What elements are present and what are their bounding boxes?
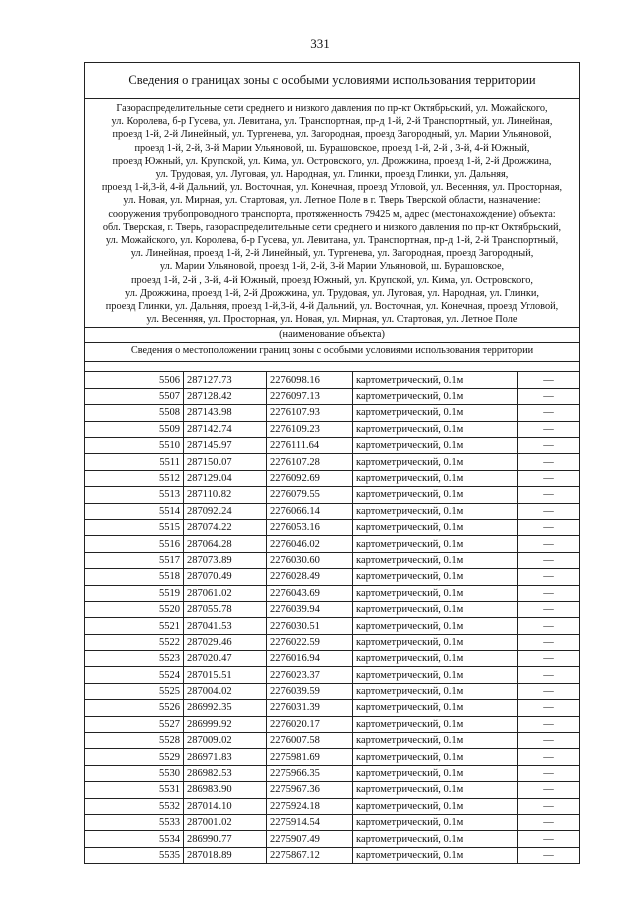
table-row bbox=[85, 618, 579, 634]
table-row bbox=[85, 388, 579, 404]
zone-title: Сведения о границах зоны с особыми условиями использования территории bbox=[85, 63, 579, 99]
description-line: проезд Южный, ул. Крупской, ул. Кима, ул. Островского, ул. Дрожжина, проезд 1-й, 2-й Дрожжина, bbox=[112, 155, 552, 167]
point-number: 5535 bbox=[85, 847, 184, 863]
coordinate-x: 287070.49 bbox=[184, 569, 267, 585]
point-number: 5519 bbox=[85, 585, 184, 601]
measurement-method: картометрический, 0.1м bbox=[353, 667, 518, 683]
note-dash: — bbox=[518, 667, 580, 683]
note-dash: — bbox=[518, 569, 580, 585]
note-dash: — bbox=[518, 815, 580, 831]
coordinate-x: 287145.97 bbox=[184, 438, 267, 454]
description-line: ул. Можайского, ул. Королева, б-р Гусева, ул. Левитана, ул. Транспортная, пр-д 1-й, 2-й Транспортный, bbox=[105, 235, 559, 247]
point-number: 5517 bbox=[85, 552, 184, 568]
coordinate-y: 2276053.16 bbox=[267, 519, 353, 535]
point-number: 5512 bbox=[85, 470, 184, 486]
coordinate-x: 287041.53 bbox=[184, 618, 267, 634]
measurement-method: картометрический, 0.1м bbox=[353, 847, 518, 863]
measurement-method: картометрический, 0.1м bbox=[353, 552, 518, 568]
measurement-method: картометрический, 0.1м bbox=[353, 438, 518, 454]
table-row bbox=[85, 749, 579, 765]
measurement-method: картометрический, 0.1м bbox=[353, 618, 518, 634]
measurement-method: картометрический, 0.1м bbox=[353, 421, 518, 437]
table-row bbox=[85, 372, 579, 388]
coordinate-x: 287143.98 bbox=[184, 405, 267, 421]
measurement-method: картометрический, 0.1м bbox=[353, 536, 518, 552]
table-row bbox=[85, 782, 579, 798]
coordinate-x: 286971.83 bbox=[184, 749, 267, 765]
coordinate-y: 2276092.69 bbox=[267, 470, 353, 486]
coordinate-x: 287020.47 bbox=[184, 651, 267, 667]
table-row bbox=[85, 569, 579, 585]
note-dash: — bbox=[518, 716, 580, 732]
note-dash: — bbox=[518, 405, 580, 421]
coordinate-y: 2276007.58 bbox=[267, 733, 353, 749]
table-row bbox=[85, 847, 579, 863]
note-dash: — bbox=[518, 487, 580, 503]
coordinate-x: 287029.46 bbox=[184, 634, 267, 650]
note-dash: — bbox=[518, 733, 580, 749]
point-number: 5518 bbox=[85, 569, 184, 585]
measurement-method: картометрический, 0.1м bbox=[353, 700, 518, 716]
note-dash: — bbox=[518, 831, 580, 847]
note-dash: — bbox=[518, 388, 580, 404]
table-row bbox=[85, 798, 579, 814]
note-dash: — bbox=[518, 683, 580, 699]
coordinate-x: 286990.77 bbox=[184, 831, 267, 847]
table-row bbox=[85, 503, 579, 519]
table-row bbox=[85, 454, 579, 470]
coordinate-y: 2275967.36 bbox=[267, 782, 353, 798]
note-dash: — bbox=[518, 700, 580, 716]
description-line: проезд 1-й, 2-й, 3-й Марии Ульяновой, ш. Бурашовское, проезд 1-й, 2-й , 3-й, 4-й Южный, bbox=[134, 142, 530, 154]
coordinate-y: 2276079.55 bbox=[267, 487, 353, 503]
point-number: 5515 bbox=[85, 519, 184, 535]
object-description bbox=[85, 99, 579, 328]
coordinate-x: 287128.42 bbox=[184, 388, 267, 404]
measurement-method: картометрический, 0.1м bbox=[353, 487, 518, 503]
point-number: 5523 bbox=[85, 651, 184, 667]
point-number: 5516 bbox=[85, 536, 184, 552]
table-row bbox=[85, 519, 579, 535]
measurement-method: картометрический, 0.1м bbox=[353, 815, 518, 831]
measurement-method: картометрический, 0.1м bbox=[353, 470, 518, 486]
coordinate-x: 287142.74 bbox=[184, 421, 267, 437]
measurement-method: картометрический, 0.1м bbox=[353, 519, 518, 535]
coordinate-x: 286992.35 bbox=[184, 700, 267, 716]
table-row bbox=[85, 765, 579, 781]
note-dash: — bbox=[518, 601, 580, 617]
coordinate-y: 2276030.51 bbox=[267, 618, 353, 634]
point-number: 5526 bbox=[85, 700, 184, 716]
coordinate-y: 2276022.59 bbox=[267, 634, 353, 650]
coordinate-y: 2276107.93 bbox=[267, 405, 353, 421]
description-line: проезд 1-й,3-й, 4-й Дальний, ул. Восточная, ул. Конечная, проезд Угловой, ул. Весенняя, ул. Просторная, bbox=[101, 182, 563, 194]
description-line: ул. Дрожжина, проезд 1-й, 2-й Дрожжина, ул. Трудовая, ул. Луговая, ул. Народная, ул. Глинки, bbox=[125, 287, 539, 299]
measurement-method: картометрический, 0.1м bbox=[353, 388, 518, 404]
point-number: 5522 bbox=[85, 634, 184, 650]
point-number: 5534 bbox=[85, 831, 184, 847]
point-number: 5533 bbox=[85, 815, 184, 831]
coordinate-x: 287004.02 bbox=[184, 683, 267, 699]
description-line: проезд 1-й, 2-й , 3-й, 4-й Южный, проезд Южный, ул. Крупской, ул. Кима, ул. Островского, bbox=[131, 274, 533, 286]
description-line: обл. Тверская, г. Тверь, газораспределительные сети среднего и низкого давления по пр-кт Октябрьский, bbox=[102, 221, 562, 233]
point-number: 5529 bbox=[85, 749, 184, 765]
table-row bbox=[85, 470, 579, 486]
point-number: 5506 bbox=[85, 372, 184, 388]
point-number: 5509 bbox=[85, 421, 184, 437]
coordinate-x: 287055.78 bbox=[184, 601, 267, 617]
point-number: 5527 bbox=[85, 716, 184, 732]
coordinate-y: 2275867.12 bbox=[267, 847, 353, 863]
note-dash: — bbox=[518, 372, 580, 388]
note-dash: — bbox=[518, 798, 580, 814]
measurement-method: картометрический, 0.1м bbox=[353, 733, 518, 749]
coordinate-y: 2276111.64 bbox=[267, 438, 353, 454]
coordinate-x: 287014.10 bbox=[184, 798, 267, 814]
table-row bbox=[85, 683, 579, 699]
coordinate-y: 2276020.17 bbox=[267, 716, 353, 732]
coordinate-y: 2275981.69 bbox=[267, 749, 353, 765]
note-dash: — bbox=[518, 651, 580, 667]
table-row bbox=[85, 815, 579, 831]
measurement-method: картометрический, 0.1м bbox=[353, 749, 518, 765]
point-number: 5524 bbox=[85, 667, 184, 683]
table-row bbox=[85, 651, 579, 667]
point-number: 5510 bbox=[85, 438, 184, 454]
description-line: сооружения трубопроводного транспорта, протяженность 79425 м, адрес (местонахождение) объекта: bbox=[108, 208, 556, 220]
table-row bbox=[85, 421, 579, 437]
coordinate-y: 2276098.16 bbox=[267, 372, 353, 388]
document-frame bbox=[84, 62, 580, 864]
coordinate-y: 2276030.60 bbox=[267, 552, 353, 568]
coordinate-y: 2276023.37 bbox=[267, 667, 353, 683]
point-number: 5511 bbox=[85, 454, 184, 470]
coordinate-y: 2276107.28 bbox=[267, 454, 353, 470]
description-line: ул. Королева, б-р Гусева, ул. Левитана, ул. Транспортная, пр-д 1-й, 2-й Транспортный, ул. Линейная, bbox=[111, 116, 553, 128]
measurement-method: картометрический, 0.1м bbox=[353, 798, 518, 814]
table-row bbox=[85, 405, 579, 421]
measurement-method: картометрический, 0.1м bbox=[353, 569, 518, 585]
note-dash: — bbox=[518, 421, 580, 437]
note-dash: — bbox=[518, 765, 580, 781]
point-number: 5507 bbox=[85, 388, 184, 404]
note-dash: — bbox=[518, 782, 580, 798]
table-row bbox=[85, 716, 579, 732]
point-number: 5514 bbox=[85, 503, 184, 519]
description-line: ул. Новая, ул. Мирная, ул. Стартовая, ул. Летное Поле в г. Тверь Тверской области, назначение: bbox=[123, 195, 541, 207]
description-line: Газораспределительные сети среднего и низкого давления по пр-кт Октябрьский, ул. Можайского, bbox=[116, 103, 548, 114]
note-dash: — bbox=[518, 634, 580, 650]
description-line: ул. Линейная, проезд 1-й, 2-й Линейный, ул. Тургенева, ул. Загородная, проезд Загородный, bbox=[130, 248, 534, 260]
coordinate-y: 2275907.49 bbox=[267, 831, 353, 847]
table-row bbox=[85, 487, 579, 503]
coordinate-y: 2275914.54 bbox=[267, 815, 353, 831]
page-number: 331 bbox=[310, 36, 330, 51]
note-dash: — bbox=[518, 749, 580, 765]
coordinate-y: 2276016.94 bbox=[267, 651, 353, 667]
table-header-spacer bbox=[85, 362, 579, 372]
coordinate-x: 287064.28 bbox=[184, 536, 267, 552]
table-row bbox=[85, 438, 579, 454]
coordinate-y: 2276043.69 bbox=[267, 585, 353, 601]
table-row bbox=[85, 667, 579, 683]
measurement-method: картометрический, 0.1м bbox=[353, 683, 518, 699]
table-row bbox=[85, 700, 579, 716]
coordinates-table bbox=[85, 372, 579, 863]
table-row bbox=[85, 536, 579, 552]
measurement-method: картометрический, 0.1м bbox=[353, 601, 518, 617]
object-name-caption: (наименование объекта) bbox=[85, 328, 579, 343]
note-dash: — bbox=[518, 454, 580, 470]
measurement-method: картометрический, 0.1м bbox=[353, 585, 518, 601]
coordinate-y: 2276028.49 bbox=[267, 569, 353, 585]
description-line: проезд 1-й, 2-й Линейный, ул. Тургенева, ул. Загородная, проезд Загородный, ул. Марии Ульяновой, bbox=[112, 129, 552, 141]
coordinate-y: 2275924.18 bbox=[267, 798, 353, 814]
table-row bbox=[85, 634, 579, 650]
point-number: 5513 bbox=[85, 487, 184, 503]
note-dash: — bbox=[518, 470, 580, 486]
measurement-method: картометрический, 0.1м bbox=[353, 782, 518, 798]
point-number: 5520 bbox=[85, 601, 184, 617]
coordinate-x: 287073.89 bbox=[184, 552, 267, 568]
coordinate-y: 2276066.14 bbox=[267, 503, 353, 519]
coordinate-x: 287061.02 bbox=[184, 585, 267, 601]
coordinate-x: 286983.90 bbox=[184, 782, 267, 798]
measurement-method: картометрический, 0.1м bbox=[353, 454, 518, 470]
measurement-method: картометрический, 0.1м bbox=[353, 634, 518, 650]
description-line: ул. Марии Ульяновой, проезд 1-й, 2-й, 3-й Марии Ульяновой, ш. Бурашовское, bbox=[159, 261, 505, 273]
note-dash: — bbox=[518, 536, 580, 552]
coordinate-x: 286982.53 bbox=[184, 765, 267, 781]
point-number: 5530 bbox=[85, 765, 184, 781]
measurement-method: картометрический, 0.1м bbox=[353, 831, 518, 847]
measurement-method: картометрический, 0.1м bbox=[353, 651, 518, 667]
coordinate-y: 2276031.39 bbox=[267, 700, 353, 716]
point-number: 5528 bbox=[85, 733, 184, 749]
table-row bbox=[85, 831, 579, 847]
coordinate-x: 287001.02 bbox=[184, 815, 267, 831]
coordinate-y: 2276046.02 bbox=[267, 536, 353, 552]
measurement-method: картометрический, 0.1м bbox=[353, 716, 518, 732]
coordinate-x: 287150.07 bbox=[184, 454, 267, 470]
description-line: проезд Глинки, ул. Дальняя, проезд 1-й,3-й, 4-й Дальний, ул. Восточная, ул. Конечная, проезд Угловой, bbox=[105, 301, 559, 313]
note-dash: — bbox=[543, 849, 554, 861]
note-dash: — bbox=[518, 618, 580, 634]
coordinate-y: 2276097.13 bbox=[267, 388, 353, 404]
table-row bbox=[85, 601, 579, 617]
coordinate-x: 287110.82 bbox=[184, 487, 267, 503]
coordinate-x: 287074.22 bbox=[184, 519, 267, 535]
coordinate-y: 2276109.23 bbox=[267, 421, 353, 437]
measurement-method: картометрический, 0.1м bbox=[353, 503, 518, 519]
coordinate-x: 287129.04 bbox=[184, 470, 267, 486]
point-number: 5521 bbox=[85, 618, 184, 634]
point-number: 5508 bbox=[85, 405, 184, 421]
coordinate-x: 287015.51 bbox=[184, 667, 267, 683]
table-row bbox=[85, 552, 579, 568]
note-dash: — bbox=[518, 585, 580, 601]
coordinate-x: 286999.92 bbox=[184, 716, 267, 732]
coordinate-x: 287009.02 bbox=[184, 733, 267, 749]
description-line: ул. Весенняя, ул. Просторная, ул. Новая, ул. Мирная, ул. Стартовая, ул. Летное Поле bbox=[146, 314, 518, 326]
table-row bbox=[85, 585, 579, 601]
point-number: 5525 bbox=[85, 683, 184, 699]
point-number: 5531 bbox=[85, 782, 184, 798]
note-dash: — bbox=[518, 519, 580, 535]
location-section-title: Сведения о местоположении границ зоны с особыми условиями использования территории bbox=[85, 343, 579, 362]
measurement-method: картометрический, 0.1м bbox=[353, 372, 518, 388]
coordinate-y: 2276039.94 bbox=[267, 601, 353, 617]
measurement-method: картометрический, 0.1м bbox=[353, 765, 518, 781]
note-dash: — bbox=[518, 503, 580, 519]
coordinate-x: 287092.24 bbox=[184, 503, 267, 519]
coordinate-y: 2275966.35 bbox=[267, 765, 353, 781]
point-number: 5532 bbox=[85, 798, 184, 814]
note-dash: — bbox=[518, 552, 580, 568]
coordinate-y: 2276039.59 bbox=[267, 683, 353, 699]
measurement-method: картометрический, 0.1м bbox=[353, 405, 518, 421]
table-row bbox=[85, 733, 579, 749]
coordinate-x: 287018.89 bbox=[184, 847, 267, 863]
note-dash: — bbox=[518, 438, 580, 454]
description-line: ул. Трудовая, ул. Луговая, ул. Народная, ул. Глинки, проезд Глинки, ул. Дальняя, bbox=[155, 169, 509, 181]
coordinate-x: 287127.73 bbox=[184, 372, 267, 388]
